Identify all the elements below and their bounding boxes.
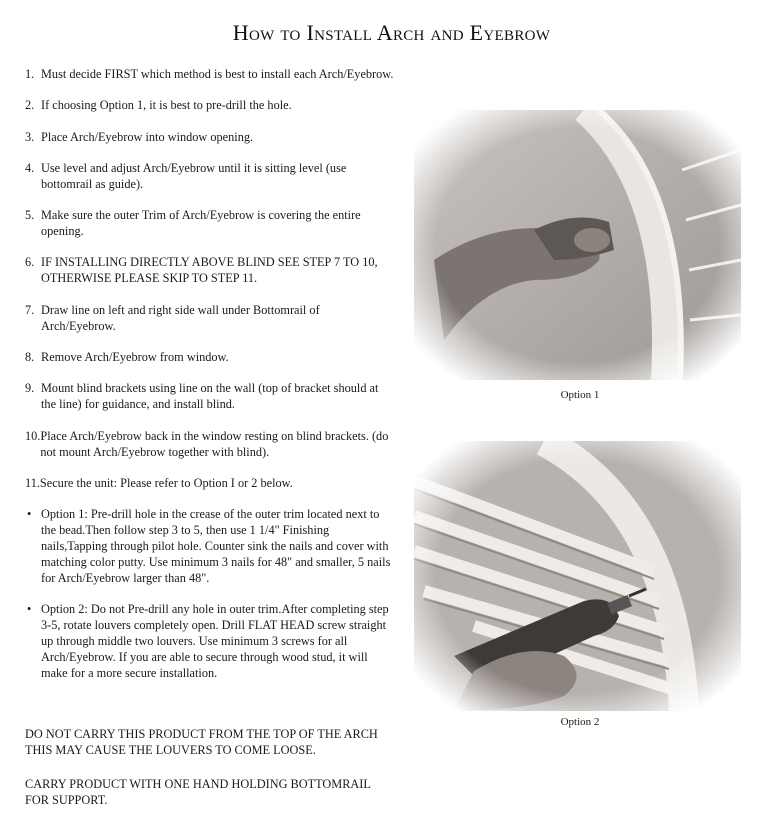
step-4 xyxy=(25,160,395,192)
option-text: Option 1: Pre-drill hole in the crease of the outer trim located next to the bead.Then follow step 3 to 5, then use 1 1/4" Finishing nails,Tapping through pilot hole. Counter sink the nails and cover with matching color putty. Use minimum 3 nails for 48" and smaller, 5 nails for Arch/Eyebrow larger than 48". xyxy=(41,506,391,585)
step-8 xyxy=(25,349,395,365)
step-number: 4. xyxy=(25,160,35,175)
step-text: IF INSTALLING DIRECTLY ABOVE BLIND SEE STEP 7 TO 10, OTHERWISE PLEASE SKIP TO STEP 11. xyxy=(41,255,378,286)
step-text: Make sure the outer Trim of Arch/Eyebrow is covering the entire opening. xyxy=(41,208,361,239)
step-number: 7. xyxy=(25,302,35,317)
step-text: Remove Arch/Eyebrow from window. xyxy=(41,350,229,365)
step-text: If choosing Option 1, it is best to pre-drill the hole. xyxy=(41,98,292,113)
option-1-caption: Option 1 xyxy=(560,389,600,401)
step-number: 9. xyxy=(25,381,35,396)
step-6 xyxy=(25,254,395,286)
option-1-instructions xyxy=(25,506,395,586)
carry-warning: DO NOT CARRY THIS PRODUCT FROM THE TOP OF THE ARCH THIS MAY CAUSE THE LOUVERS TO COME LOOSE. xyxy=(25,727,378,757)
step-text: Place Arch/Eyebrow back in the window resting on blind brackets. (do not mount Arch/Eyebrow together with blind). xyxy=(40,428,389,459)
drill-through-louvers-illustration xyxy=(414,441,741,711)
page-title: How to Install Arch and Eyebrow xyxy=(232,20,551,45)
step-number: 10. xyxy=(25,428,41,443)
step-number: 11. xyxy=(25,475,40,490)
step-text: Secure the unit: Please refer to Option I or 2 below. xyxy=(39,475,293,490)
step-number: 8. xyxy=(25,350,35,365)
step-1 xyxy=(25,66,395,82)
step-7 xyxy=(25,302,395,334)
step-3 xyxy=(25,129,395,145)
option-2-photo xyxy=(414,441,741,711)
step-text: Must decide FIRST which method is best to install each Arch/Eyebrow. xyxy=(41,67,394,81)
option-1-photo xyxy=(414,110,741,380)
carry-instruction: CARRY PRODUCT WITH ONE HAND HOLDING BOTTOMRAIL FOR SUPPORT. xyxy=(25,777,371,807)
step-text: Mount blind brackets using line on the wall (top of bracket should at the line) for guidance, and install blind. xyxy=(41,381,379,412)
step-10 xyxy=(25,428,395,460)
bullet-dot: • xyxy=(27,601,32,616)
bullet-dot: • xyxy=(27,506,32,521)
step-text: Draw line on left and right side wall under Bottomrail of Arch/Eyebrow. xyxy=(41,302,320,333)
step-2 xyxy=(25,97,395,113)
step-text: Place Arch/Eyebrow into window opening. xyxy=(41,129,254,144)
step-9 xyxy=(25,380,395,412)
step-number: 6. xyxy=(25,255,35,270)
hammer-on-arch-illustration xyxy=(414,110,741,380)
step-5 xyxy=(25,207,395,239)
step-number: 3. xyxy=(25,129,35,144)
step-number: 5. xyxy=(25,208,35,223)
step-number: 2. xyxy=(25,98,35,113)
step-number: 1. xyxy=(25,67,35,81)
option-2-instructions xyxy=(25,601,395,681)
step-text: Use level and adjust Arch/Eyebrow until it is sitting level (use bottomrail as guide). xyxy=(41,160,347,191)
instruction-steps xyxy=(25,66,395,696)
option-text: Option 2: Do not Pre-drill any hole in outer trim.After completing step 3-5, rotate louvers completely open. Drill FLAT HEAD screw straight up through middle two louvers. Use minimum 3 screws for all Arch/Eyebrow. If you are able to secure through wood stud, it will make for a more secure installation. xyxy=(41,601,389,680)
step-11 xyxy=(25,475,395,491)
option-2-caption: Option 2 xyxy=(560,716,600,728)
